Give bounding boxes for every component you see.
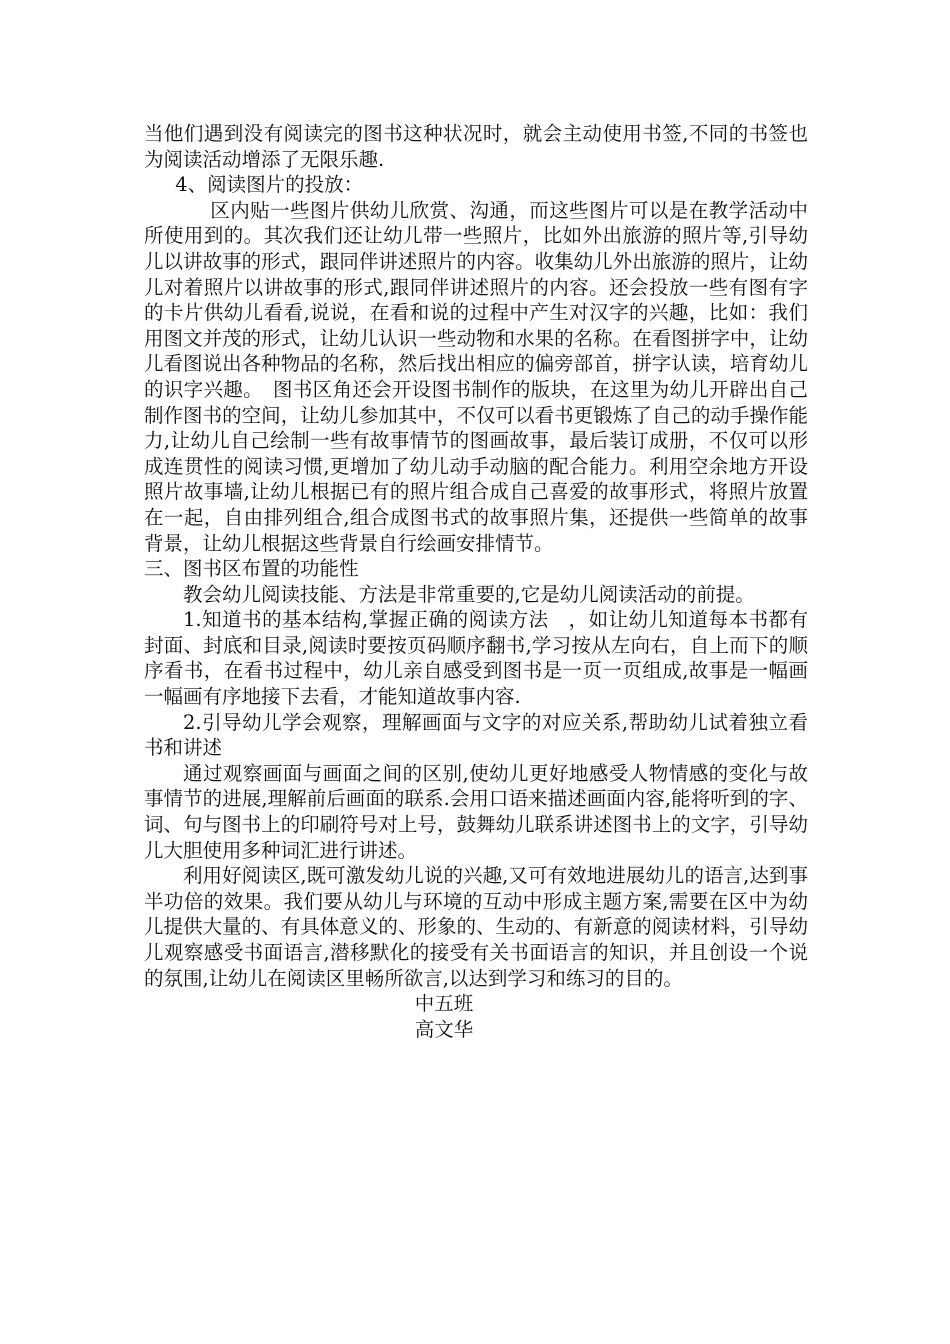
paragraph-picture-comparison: 通过观察画面与画面之间的区别,使幼儿更好地感受人物情感的变化与故事情节的进展,理解前后画面的联系.会用口语来描述画面内容,能将听到的字、词、句与图书上的印刷符号对上号，鼓舞幼儿联系讲述图书上的文字，引导幼儿大胆使用多种词汇进行讲述。 <box>144 761 808 862</box>
paragraph-reading-area-use: 利用好阅读区,既可激发幼儿说的兴趣,又可有效地进展幼儿的语言,达到事半功倍的效果。我们要从幼儿与环境的互动中形成主题方案,需要在区中为幼儿提供大量的、有具体意义的、形象的、生动的、有新意的阅读材料，引导幼儿观察感受书面语言,潜移默化的接受有关书面语言的知识，并且创设一个说的氛围,让幼儿在阅读区里畅所欲言,以达到学习和练习的目的。 <box>144 864 808 990</box>
paragraph-observation: 2.引导幼儿学会观察，理解画面与文字的对应关系,帮助幼儿试着独立看书和讲述 <box>144 710 808 760</box>
paragraph-picture-placement: 区内贴一些图片供幼儿欣赏、沟通，而这些图片可以是在教学活动中所使用到的。其次我们还让幼儿带一些照片，比如外出旅游的照片等,引导幼儿以讲故事的形式，跟同伴讲述照片的内容。收集幼儿外出旅游的照片，让幼儿对着照片以讲故事的形式,跟同伴讲述照片的内容。还会投放一些有图有字的卡片供幼儿看看,说说，在看和说的过程中产生对汉字的兴趣，比如：我们用图文并茂的形式，让幼儿认识一些动物和水果的名称。在看图拼字中，让幼儿看图说出各种物品的名称，然后找出相应的偏旁部首，拼字认读，培育幼儿的识字兴趣。 图书区角还会开设图书制作的版块，在这里为幼儿开辟出自己制作图书的空间，让幼儿参加其中，不仅可以看书更锻炼了自己的动手操作能力,让幼儿自己绘制一些有故事情节的图画故事，最后装订成册，不仅可以形成连贯性的阅读习惯,更增加了幼儿动手动脑的配合能力。利用空余地方开设照片故事墙,让幼儿根据已有的照片组合成自己喜爱的故事形式，将照片放置在一起，自由排列组合,组合成图书式的故事照片集，还提供一些简单的故事背景，让幼儿根据这些背景自行绘画安排情节。 <box>144 198 808 555</box>
signature-class: 中五班 <box>414 992 474 1016</box>
document-body <box>144 121 808 1042</box>
paragraph-book-structure: 1.知道书的基本结构,掌握正确的阅读方法 ，如让幼儿知道每本书都有封面、封底和目录,阅读时要按页码顺序翻书,学习按从左向右，自上而下的顺序看书，在看书过程中，幼儿亲自感受到图书是一页一页组成,故事是一幅画一幅画有序地接下去看，才能知道故事内容. <box>144 608 808 709</box>
section-heading-picture-placement: 4、阅读图片的投放： <box>175 173 364 197</box>
section-heading-functionality: 三、图书区布置的功能性 <box>144 557 359 581</box>
signature-author: 高文华 <box>414 1017 474 1041</box>
paragraph-bookmark: 当他们遇到没有阅读完的图书这种状况时，就会主动使用书签,不同的书签也为阅读活动增添了无限乐趣. <box>144 122 808 171</box>
paragraph-reading-skills: 教会幼儿阅读技能、方法是非常重要的,它是幼儿阅读活动的前提。 <box>183 582 755 606</box>
